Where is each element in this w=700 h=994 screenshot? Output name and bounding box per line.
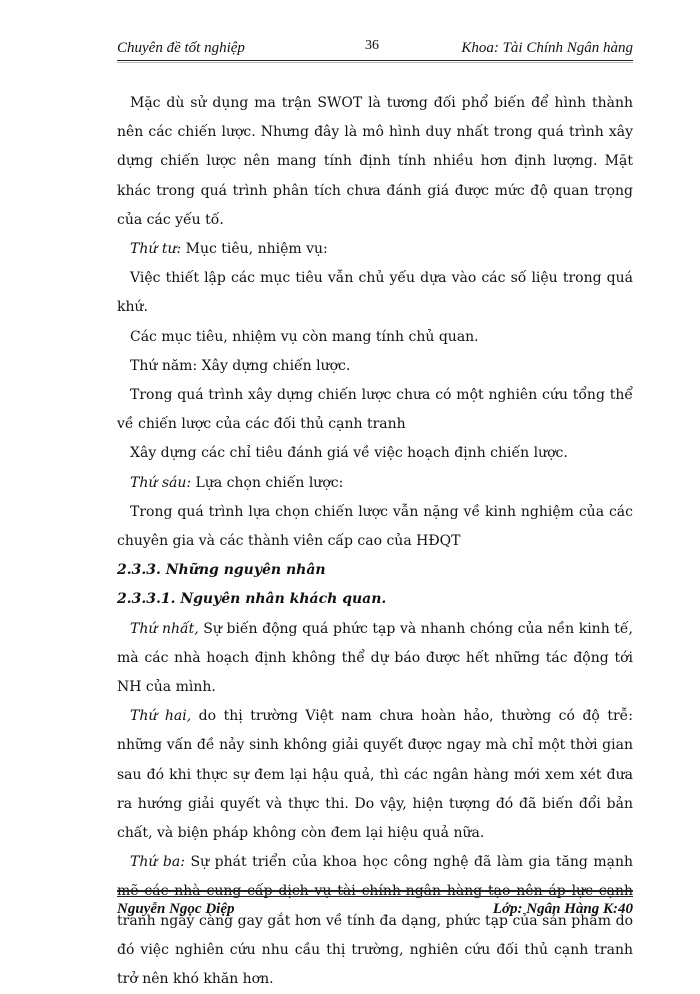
section-heading: 2.3.3. Những nguyên nhân [117,562,326,579]
page-body [117,89,633,994]
page-header [117,40,633,62]
paragraph-text: do thị trường Việt nam chưa hoàn hảo, thường có độ trễ: những vấn đề nảy sinh không giải quyết được ngay mà chỉ một thời gian sau đó khi thực sự đem lại hậu quả, thì các ngân hàng mới xem xét đưa ra hướng giải quyết và thực thi. Do vậy, hiện tượng đó đã biến đổi bản chất, và biện pháp không còn đem lại hiệu quả nữa. [117,708,633,842]
paragraph: Các mục tiêu, nhiệm vụ còn mang tính chủ quan. [130,328,479,345]
paragraph-lead: Thứ sáu: [130,474,192,491]
paragraph: Trong quá trình lựa chọn chiến lược vẫn nặng về kinh nghiệm của các chuyên gia và các thành viên cấp cao của HĐQT [117,503,633,550]
paragraph-lead: Thứ nhất, [130,620,199,637]
footer-divider [117,890,633,897]
header-divider [117,60,633,61]
paragraph [117,702,633,848]
paragraph [117,615,633,703]
paragraph-lead: Thứ tư: [130,241,182,258]
header-faculty: Khoa: Tài Chính Ngân hàng [461,40,633,56]
page-footer [117,901,633,923]
paragraph: Trong quá trình xây dựng chiến lược chưa có một nghiên cứu tổng thể về chiến lược của các đối thủ cạnh tranh [117,387,633,433]
paragraph: Xây dựng các chỉ tiêu đánh giá về việc hoạch định chiến lược. [130,445,568,462]
paragraph-lead: Thứ ba: [130,854,185,871]
paragraph [117,469,633,498]
footer-author: Nguyễn Ngọc Diệp [117,901,235,917]
paragraph-text: Sự phát triển của khoa học công nghệ đã làm gia tăng mạnh mẽ các nhà cung cấp dịch vụ tài chính-ngân hàng tạo nên áp lực cạnh tranh ngày càng gay gắt hơn về tính đa dạng, phức tạp của sản phẩm do đó việc nghiên cứu nhu cầu thị trường, nghiên cứu đối thủ cạnh tranh trở nên khó khăn hơn. [117,854,633,988]
header-thesis-title: Chuyên đề tốt nghiệp [117,40,245,56]
paragraph: Thứ năm: Xây dựng chiến lược. [130,357,351,374]
page-number: 36 [365,38,379,53]
paragraph-text: Mục tiêu, nhiệm vụ: [181,241,328,258]
paragraph [117,235,633,264]
paragraph-text: Lựa chọn chiến lược: [191,474,344,491]
footer-class: Lớp: Ngân Hàng K:40 [492,901,633,917]
paragraph-lead: Thứ hai, [130,708,192,725]
subsection-heading: 2.3.3.1. Nguyên nhân khách quan. [117,591,387,608]
paragraph: Việc thiết lập các mục tiêu vẫn chủ yếu dựa vào các số liệu trong quá khứ. [117,270,633,316]
paragraph: Mặc dù sử dụng ma trận SWOT là tương đối phổ biến để hình thành nên các chiến lược. Nhưng đây là mô hình duy nhất trong quá trình xây dựng chiến lược nên mang tính định tính nhiều hơn định lượng. Mặt khác trong quá trình phân tích chưa đánh giá được mức độ quan trọng của các yếu tố. [117,95,633,228]
paragraph-text: Sự biến động quá phức tạp và nhanh chóng của nền kinh tế, mà các nhà hoạch định không thể dự báo được hết những tác động tới NH của mình. [117,620,633,696]
